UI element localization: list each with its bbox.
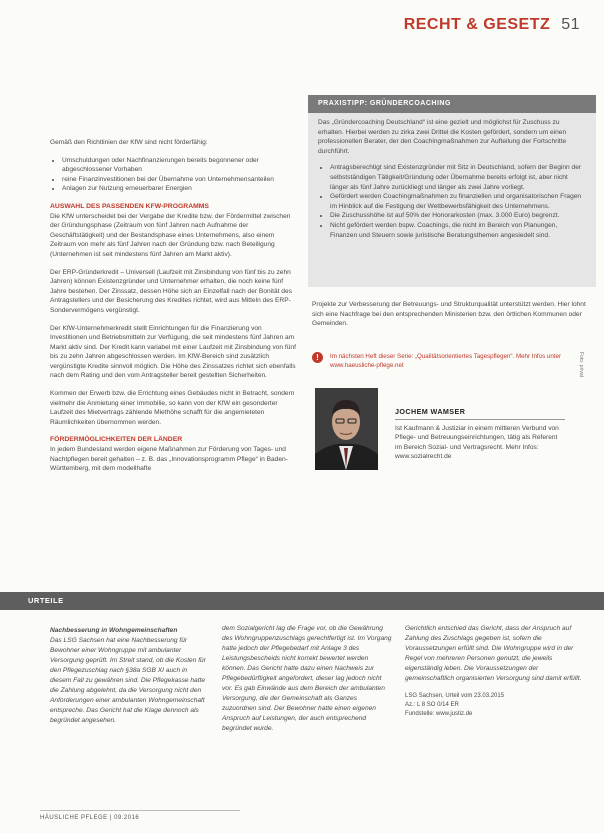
paragraph: Der KfW-Unternehmerkredit stellt Einrichtungen für die Finanzierung von Investitionen und Betriebsmitteln zur Verfügung, die seit mindestens fünf Jahren am Markt aktiv sind. Der Kredit kann variabel mit einer Laufzeit mit Zinsbindung von fünf bis zu zehn Jahren abgeschlossen werden. Im KfW-Bereich sind zusätzlich vergünstigte Kredite sinnvoll möglich. Die Höhe des Zinssatzes richtet sich ebenfalls nach dem Rating und den vom Antragsteller bereit gestellten Sicherheiten. (50, 324, 296, 380)
paragraph: Die KfW unterscheidet bei der Vergabe der Kredite bzw. der Fördermittel zwischen der Gründungsphase (Zeitraum von fünf Jahren nach Aufnahme der Geschäftstätigkeit) und der Bestandsphase eines Unternehmens, also einem Zeitraum von mehr als fünf Jahren nach der Gründung bzw. nach Beteiligung (Unternehmen ist seit mindestens fünf Jahren am Markt aktiv). (50, 212, 291, 258)
list-item: • Die Zuschusshöhe ist auf 50% der Honorarkosten (max. 3.000 Euro) begrenzt. (330, 211, 586, 221)
source-line: LSG Sachsen, Urteil vom 23.03.2015 (405, 693, 505, 699)
band-label: URTEILE (28, 596, 64, 605)
photo-credit: Foto: privat (578, 352, 584, 378)
page-header (404, 16, 580, 34)
source-line: Az.: L 8 SO 0/14 ER (405, 702, 459, 708)
right-paragraph: Projekte zur Verbesserung der Betreuungs- und Strukturqualität unterstützt werden. Hier lohnt sich eine Nachfrage bei den entsprechenden Ministerien bzw. den örtlichen Kommunen oder Gemeinden. (312, 301, 586, 328)
source-line: Fundstelle: www.justiz.de (405, 711, 473, 717)
urteile-col-1 (50, 626, 210, 726)
page-footer: HÄUSLICHE PFLEGE | 09.2016 (40, 815, 140, 821)
author-info (395, 407, 565, 462)
author-name: JOCHEM WAMSER (395, 407, 565, 420)
urteile-col-3 (405, 624, 585, 719)
subheading: AUSWAHL DES PASSENDEN KFW-PROGRAMMS (50, 202, 209, 210)
subheading: FÖRDERMÖGLICHKEITEN DER LÄNDER (50, 436, 183, 444)
page-number: 51 (561, 16, 580, 33)
urteil-text: Das LSG Sachsen hat eine Nachbesserung für Bewohner einer Wohngruppe mit ambulanter Versorgung geprüft. Im Streit stand, ob die Kosten für den Pflegezuschlag nach §38a SGB XI auch in diesem Fall zu gewähren sind. Die Pflegekasse hatte die Zahlung abgelehnt, da die Versorgung nicht den Anforderungen einer ambulanten Wohngemeinschaft entspreche. Das Gericht hat die Klage dennoch als begründet angesehen. (50, 637, 206, 724)
author-bio: Ist Kaufmann & Justiziar in einem mittleren Verbund von Pflege- und Betreuungseinrichtungen, tätig als Referent im Bereich Sozial- und Vertragsrecht. Mehr Infos: www.sozialrecht.de (395, 424, 559, 461)
info-icon: ! (312, 352, 323, 363)
box-intro: Das „Gründercoaching Deutschland“ ist eine gezielt und möglichst für Zuschuss zu erhalten. Hierbei werden zu zirka zwei Drittel die Kosten gefördert, sondern um einen professionellen Berater, der den Coachingmaßnahmen zur Aufteilung der Fortschritte durchführt. (318, 119, 567, 155)
urteil-source (405, 692, 585, 719)
praxistipp-box (308, 95, 596, 287)
paragraph: Kommen der Erwerb bzw. die Errichtung eines Gebäudes nicht in Betracht, sondern vielmehr die Anmietung einer Immobilie, so kann von der KfW ein gesonderter Laufzeit des Mietvertrags zählende Miethöhe schafft für die angemieteten Räumlichkeiten übernommen werden. (50, 390, 295, 426)
left-intro: Gemäß den Richtlinien der KfW sind nicht förderfähig: (50, 139, 208, 146)
left-column (50, 138, 300, 482)
paragraph: Der ERP-Gründerkredit – Universell (Laufzeit mit Zinsbindung von fünf bis zu zehn Jahren) können Existenzgründer und Unternehmer erhalten, die noch keine fünf Jahre bestehen. Der Zinssatz, dessen Höhe sich an Einzelfall nach der Bonität des Antragstellers und der Besicherung des Kredites richtet, wird aus Mitteln des ERP-Sondervermögens vergünstigt. (50, 268, 292, 314)
list-item: • Antragsberechtigt sind Existenzgründer mit Sitz in Deutschland, sofern der Beginn der selbstständigen Tätigkeit/Gründung oder Übernahme bereits erfolgt ist, aber nicht länger als fünf Jahre zurückliegt und länger als zwei Jahre vorliegt. (330, 163, 586, 192)
box-title: PRAXISTIPP: GRÜNDERCOACHING (308, 95, 596, 113)
author-photo (315, 388, 378, 470)
series-note (312, 352, 592, 370)
list-item: • Gefördert werden Coachingmaßnahmen zu finanziellen und organisatorischen Fragen im Hinblick auf die Festigung der Wettbewerbsfähigkeit des Unternehmens. (330, 192, 586, 211)
urteil-title: Nachbesserung in Wohngemeinschaften (50, 627, 178, 634)
box-list (318, 163, 586, 240)
list-item: • reine Finanzinvestitionen bei der Übernahme von Unternehmensanteilen (62, 175, 300, 185)
urteil-text: Gerichtlich entschied das Gericht, dass der Anspruch auf Zahlung des Zuschlags gegeben ist, sofern die Voraussetzungen erfüllt sind. Die Wohngruppe wird in der Regel von mehreren Personen genutzt, die jeweils eigenständig leben. Die Voraussetzungen der gemeinschaftlich organisierten Versorgung sind damit erfüllt. (405, 625, 582, 682)
exclusion-list (50, 156, 300, 194)
paragraph: In jedem Bundesland werden eigene Maßnahmen zur Förderung von Tages- und Nachtpflegen bereit gehalten – z. B. das „Innovationsprogramm Pflege“ in Baden-Württemberg, mit dem modellhafte (50, 446, 288, 473)
note-text: Im nächsten Heft dieser Serie: „Qualitätsorientiertes Tagespflegen“. Mehr Infos unter www.haeusliche-pflege.net (330, 353, 561, 369)
section-title: RECHT & GESETZ (403, 16, 551, 33)
urteile-band (0, 592, 604, 610)
urteile-col-2: dem Sozialgericht lag die Frage vor, ob die Gewährung des Wohngruppenzuschlags gerechtfertigt ist. Im Vorgang hatte jedoch der Pflegebedarf mit Anlage 3 des Leistungsbescheids nicht korrekt bewertet werden können. Das Gericht hatte dazu einen Nachweis zur Pflegebedürftigkeit angefordert, dieser lag jedoch nicht vor. Es gab Einwände aus dem Bereich der ambulanten Versorgung, die der Gemeinschaft als Ganzes zuzuordnen sind. Der Bewohner hatte einen eigenen Anspruch auf Leistungen, der auch entsprechend begründet wurde. (222, 625, 392, 732)
list-item: • Anlagen zur Nutzung erneuerbarer Energien (62, 184, 300, 194)
list-item: • Nicht gefördert werden bspw. Coachings, die nicht im Bereich von Planungen, Finanzen und Steuern sowie juristische Beratungsthemen angesiedelt sind. (330, 221, 586, 240)
footer-divider (40, 810, 240, 811)
list-item: • Umschuldungen oder Nachfinanzierungen bereits begonnener oder abgeschlossener Vorhaben (62, 156, 300, 175)
